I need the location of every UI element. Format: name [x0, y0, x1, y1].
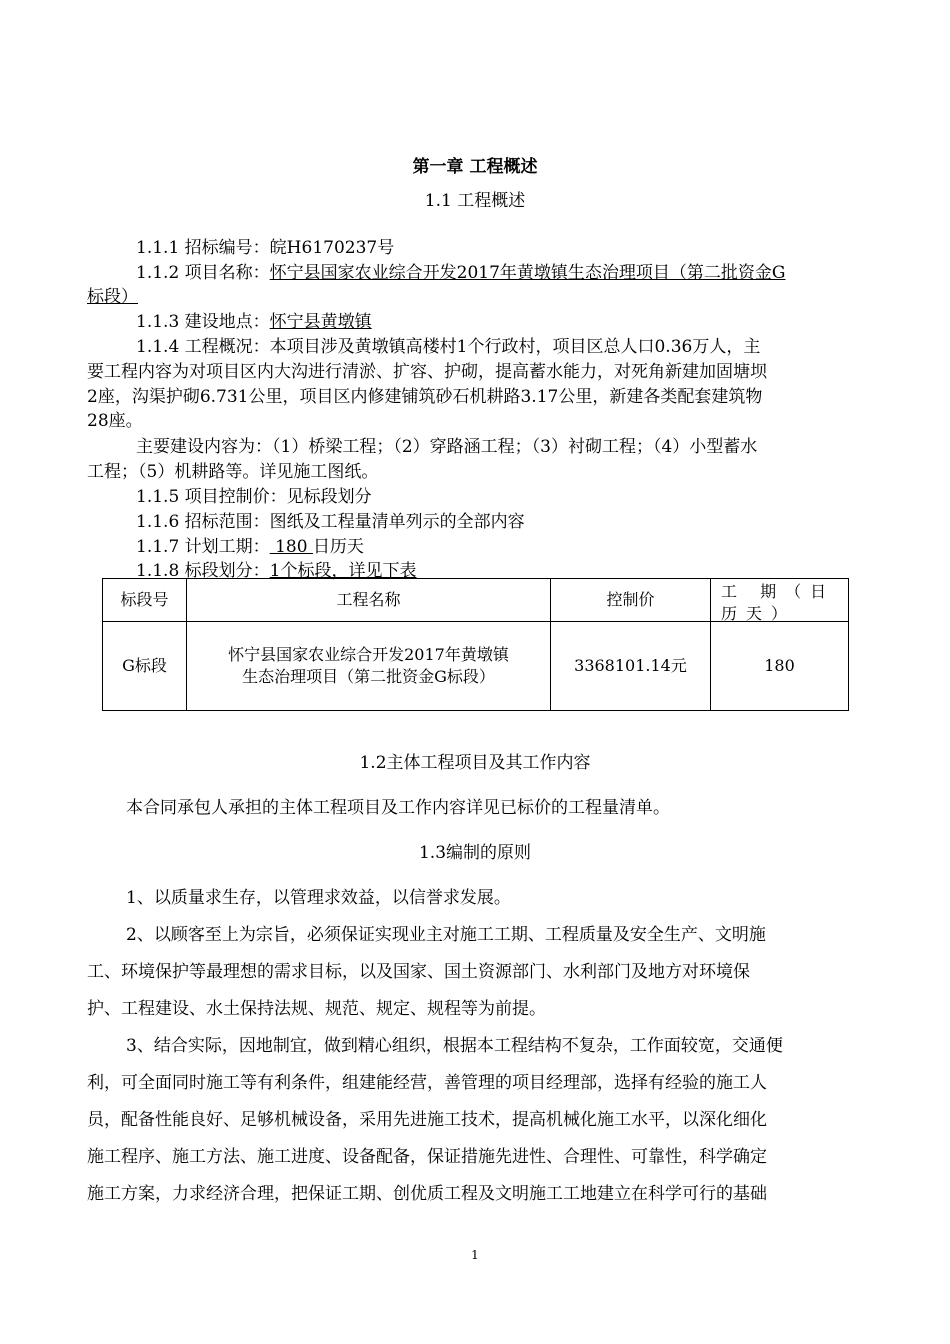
principle-3-line2: 利，可全面同时施工等有利条件，组建能经营，善管理的项目经理部，选择有经验的施工人	[87, 1073, 767, 1093]
item-1-1-1	[136, 233, 394, 258]
item-1-1-2-label: 1.1.2 项目名称：	[136, 263, 270, 283]
main-content-line1: 主要建设内容为：（1）桥梁工程；（2）穿路涵工程；（3）衬砌工程；（4）小型蓄水	[136, 437, 758, 457]
header-period-cell	[711, 579, 849, 622]
item-1-1-3-label: 1.1.3 建设地点：	[136, 312, 270, 332]
item-1-1-4-line4: 28座。	[87, 411, 143, 431]
chapter-title: 第一章 工程概述	[412, 157, 538, 177]
item-1-1-7-label: 1.1.7 计划工期：	[136, 537, 270, 557]
item-1-1-6: 1.1.6 招标范围：图纸及工程量清单列示的全部内容	[136, 512, 525, 532]
principle-3-line3: 员，配备性能良好、足够机械设备，采用先进施工技术，提高机械化施工水平，以深化细化	[87, 1110, 767, 1130]
item-1-1-4-line2: 要工程内容为对项目区内大沟进行清淤、扩容、护砌，提高蓄水能力，对死角新建加固塘坝	[87, 362, 767, 382]
item-1-1-2	[136, 258, 786, 283]
item-1-1-3	[136, 307, 372, 332]
principle-3-line5: 施工方案，力求经济合理，把保证工期、创优质工程及文明施工工地建立在科学可行的基础	[87, 1184, 767, 1204]
item-1-1-8-value: 1个标段，详见下表	[269, 561, 417, 581]
cell-period: 180	[711, 622, 849, 711]
page-number: 1	[471, 1248, 479, 1262]
item-1-1-7-unit: 日历天	[312, 537, 364, 557]
section-1-2-heading: 1.2主体工程项目及其工作内容	[359, 753, 591, 773]
header-project-name: 工程名称	[187, 579, 551, 622]
cell-project-name-line1: 怀宁县国家农业综合开发2017年黄墩镇	[228, 645, 509, 664]
header-section: 标段号	[103, 579, 187, 622]
item-1-1-8-label: 1.1.8 标段划分：	[136, 561, 270, 581]
item-1-1-2-value: 怀宁县国家农业综合开发2017年黄墩镇生态治理项目（第二批资金G	[269, 263, 786, 283]
cell-project-name-line2: 生态治理项目（第二批资金G标段）	[242, 667, 495, 686]
cell-price: 3368101.14元	[551, 622, 711, 711]
item-1-1-1-label: 1.1.1 招标编号：	[136, 238, 270, 258]
principle-2-line1: 2、以顾客至上为宗旨，必须保证实现业主对施工工期、工程质量及安全生产、文明施	[126, 925, 766, 945]
header-period: 工 期（日历天）	[721, 582, 836, 621]
header-control-price: 控制价	[551, 579, 711, 622]
principle-2-line3: 护、工程建设、水土保持法规、规范、规定、规程等为前提。	[87, 999, 546, 1019]
table-header-row	[103, 579, 849, 622]
main-content-line2: 工程；（5）机耕路等。详见施工图纸。	[87, 462, 379, 482]
item-1-1-5: 1.1.5 项目控制价：见标段划分	[136, 487, 372, 507]
principle-1: 1、以质量求生存，以管理求效益，以信誉求发展。	[126, 888, 511, 908]
principle-3-line4: 施工程序、施工方法、施工进度、设备配备，保证措施先进性、合理性、可靠性，科学确定	[87, 1147, 767, 1167]
item-1-1-7-value: 180	[269, 537, 313, 557]
item-1-1-3-value: 怀宁县黄墩镇	[269, 312, 372, 332]
table-row	[103, 622, 849, 711]
section-1-3-heading: 1.3编制的原则	[418, 843, 532, 863]
item-1-1-4-line3: 2座，沟渠护砌6.731公里，项目区内修建铺筑砂石机耕路3.17公里，新建各类配套建筑物	[87, 387, 763, 407]
item-1-1-2-value-cont: 标段）	[87, 287, 138, 307]
section-1-1-heading: 1.1 工程概述	[424, 191, 526, 211]
principle-2-line2: 工、环境保护等最理想的需求目标，以及国家、国土资源部门、水利部门及地方对环境保	[87, 962, 750, 982]
bid-section-table	[102, 578, 849, 711]
item-1-1-1-value: 皖H6170237号	[269, 238, 395, 258]
section-1-2-paragraph: 本合同承包人承担的主体工程项目及工作内容详见已标价的工程量清单。	[126, 798, 670, 818]
principle-3-line1: 3、结合实际，因地制宜，做到精心组织，根据本工程结构不复杂，工作面较宽，交通便	[126, 1036, 783, 1056]
cell-section: G标段	[103, 622, 187, 711]
cell-project-name	[187, 622, 551, 711]
item-1-1-7	[136, 532, 364, 557]
item-1-1-4-line1: 1.1.4 工程概况：本项目涉及黄墩镇高楼村1个行政村，项目区总人口0.36万人，主	[136, 337, 761, 357]
